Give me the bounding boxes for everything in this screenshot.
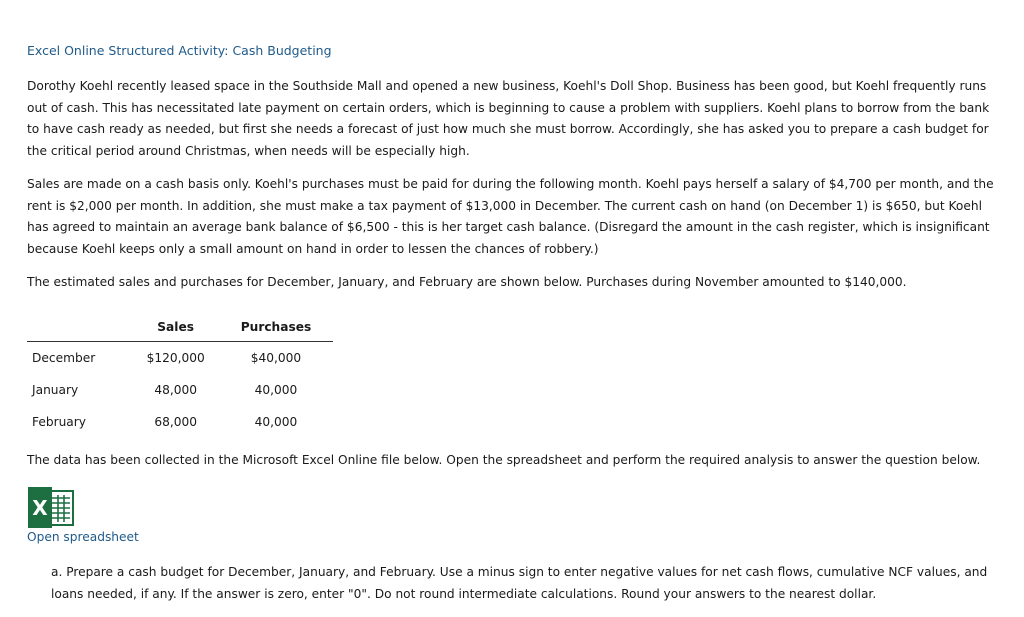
- table-header-purchases: Purchases: [219, 313, 333, 342]
- table-row: [27, 374, 333, 406]
- details-paragraph: Sales are made on a cash basis only. Koehl's purchases must be paid for during the following month. Koehl pays herself a salary of $4,700 per month, and the rent is $2,000 per month. In addition, she must make a tax payment of $13,000 in December. The current cash on hand (on December 1) is $650, but Koehl has agreed to maintain an average bank balance of $6,500 - this is her target cash balance. (Disregard the amount in the cash register, which is insignificant because Koehl keeps only a small amount on hand in order to lessen the chances of robbery.): [27, 177, 994, 256]
- question-a: a. Prepare a cash budget for December, January, and February. Use a minus sign to enter negative values for net cash flows, cumulative NCF values, and loans needed, if any. If the answer is zero, enter "0". Do not round intermediate calculations. Round your answers to the nearest dollar.: [51, 565, 988, 601]
- intro-paragraph: Dorothy Koehl recently leased space in the Southside Mall and opened a new business, Koehl's Doll Shop. Business has been good, but Koehl frequently runs out of cash. This has necessitated late payment on certain orders, which is beginning to cause a problem with suppliers. Koehl plans to borrow from the bank to have cash ready as needed, but first she needs a forecast of just how much she must borrow. Accordingly, she has asked you to prepare a cash budget for the critical period around Christmas, when needs will be especially high.: [27, 79, 990, 158]
- table-row: [27, 342, 333, 375]
- activity-title: Excel Online Structured Activity: Cash Budgeting: [27, 43, 332, 58]
- row-sales: 68,000: [154, 415, 197, 429]
- instructions-paragraph: The data has been collected in the Microsoft Excel Online file below. Open the spreadsheet and perform the required analysis to answer the question below.: [27, 453, 981, 467]
- row-purchases: 40,000: [254, 383, 298, 397]
- table-header-blank: [27, 313, 132, 342]
- open-spreadsheet-link[interactable]: Open spreadsheet: [27, 530, 139, 544]
- excel-icon[interactable]: [27, 487, 74, 528]
- table-header-sales: Sales: [132, 313, 219, 342]
- row-purchases: $40,000: [250, 351, 302, 365]
- estimates-paragraph: The estimated sales and purchases for December, January, and February are shown below. Purchases during November amounted to $140,000.: [27, 275, 907, 289]
- table-header-row: [27, 313, 333, 342]
- row-month: December: [32, 351, 96, 365]
- sales-purchases-table: [27, 313, 333, 438]
- row-sales: 48,000: [154, 383, 197, 397]
- excel-icon-letter: X: [32, 496, 48, 520]
- table-row: [27, 406, 333, 438]
- activity-page: [27, 42, 995, 605]
- row-month: February: [32, 415, 87, 429]
- row-purchases: 40,000: [254, 415, 298, 429]
- row-month: January: [32, 383, 79, 397]
- row-sales: $120,000: [146, 351, 205, 365]
